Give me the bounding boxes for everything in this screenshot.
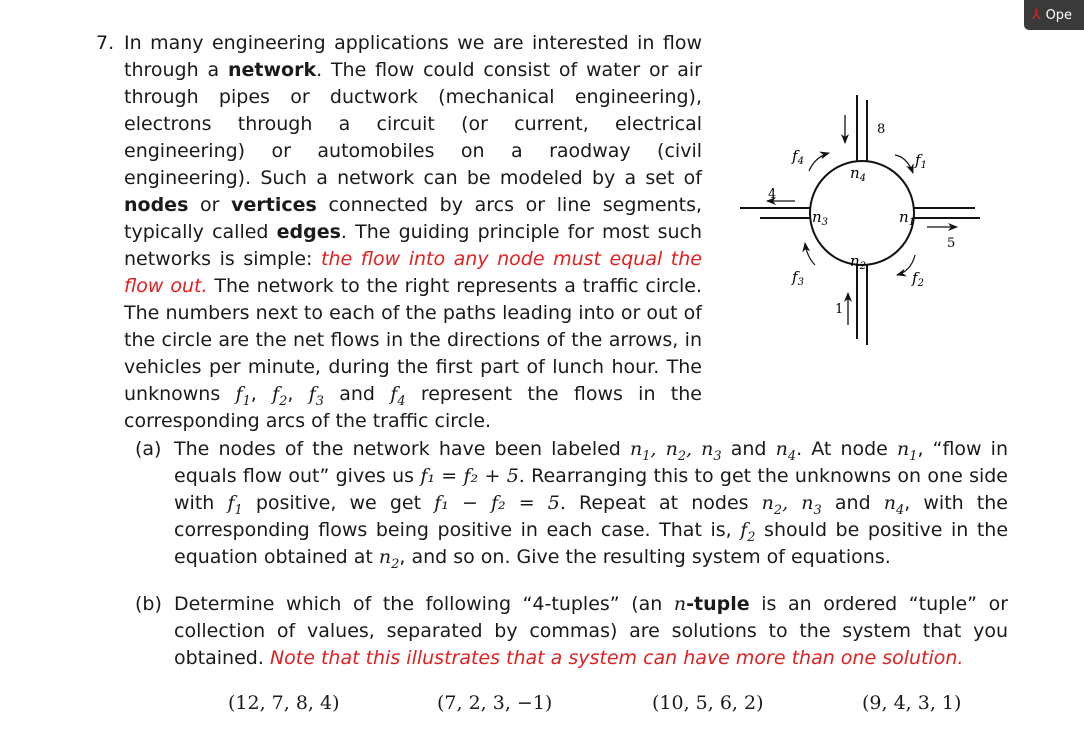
arc-label-f1: $f_1$ <box>915 151 927 171</box>
open-in-pdf-button[interactable] <box>1024 0 1084 30</box>
arc-label-f2: $f_2$ <box>912 269 924 289</box>
part-a-text: The nodes of the network have been labeled $n_1$, $n_2$, $n_3$ and $n_4$. At node $n_1$, “flow in equals flow out” gives us f₁ = f₂ + 5. Rearranging this to get the unknowns on one side with $f_1$ positive, we get f₁ − f₂ = 5. Repeat at nodes $n_2$, $n_3$ and $n_4$, with the corresponding flows being positive in each case. That is, $f_2$ should be positive in the equation obtained at $n_2$, and so on. Give the resulting system of equations. <box>174 438 1009 572</box>
flow-label-left: 4 <box>768 187 777 202</box>
question-intro: In many engineering applications we are interested in flow through a network. The flow could consist of water or air through pipes or ductwork (mechanical engineering), electrons through a circuit (or current, electrical engineering) or automobiles on a raodway (civil engineering). Such a network can be modeled by a set of nodes or vertices connected by arcs or line segments, typically called edges. The guiding principle for most such networks is simple: the flow into any node must equal the flow out. The network to the right represents a traffic circle. The numbers next to each of the paths leading into or out of the circle are the net flows in the directions of the arrows, in vehicles per minute, during the first part of lunch hour. The unknowns $f_1$, $f_2$, $f_3$ and $f_4$ represent the flows in the corresponding arcs of the traffic circle. <box>124 32 703 432</box>
traffic-circle-diagram <box>735 95 985 345</box>
arc-arrow-f3 <box>805 243 815 265</box>
flow-label-bottom: 1 <box>835 302 844 317</box>
term-vertices: vertices <box>231 194 317 216</box>
part-b-label: (b) <box>135 593 162 615</box>
term-network: network <box>227 59 317 81</box>
tuple-option-3: (10, 5, 6, 2) <box>652 692 764 714</box>
flow-label-top: 8 <box>877 122 886 137</box>
node-label-n3: $n_3$ <box>812 208 829 228</box>
arc-arrow-f4 <box>809 153 829 171</box>
node-label-n1: $n_1$ <box>899 208 916 228</box>
arc-label-f4: $f_4$ <box>792 147 804 167</box>
guiding-principle: the flow into any node must equal the flow out. <box>124 248 702 297</box>
open-label: Ope <box>1045 7 1073 23</box>
tuple-option-1: (12, 7, 8, 4) <box>228 692 340 714</box>
pdf-icon: ⅄ <box>1032 7 1041 23</box>
part-a-label: (a) <box>135 438 162 460</box>
node-label-n4: $n_4$ <box>850 164 867 184</box>
flow-label-right: 5 <box>947 236 956 251</box>
part-b-note: Note that this illustrates that a system can have more than one solution. <box>269 647 964 669</box>
arc-label-f3: $f_3$ <box>792 268 804 288</box>
term-nodes: nodes <box>124 194 189 216</box>
question-number: 7. <box>96 32 115 54</box>
term-tuple: -tuple <box>686 593 750 615</box>
part-b-text: Determine which of the following “4-tuples” (an n-tuple is an ordered “tuple” or collection of values, separated by commas) are solutions to the system that you obtained. Note that this illustrates that a system can have more than one solution. <box>174 593 1009 669</box>
tuple-option-2: (7, 2, 3, −1) <box>437 692 553 714</box>
tuple-option-4: (9, 4, 3, 1) <box>862 692 962 714</box>
term-edges: edges <box>276 221 341 243</box>
arc-arrow-f1 <box>895 155 913 173</box>
node-label-n2: $n_2$ <box>850 252 867 272</box>
